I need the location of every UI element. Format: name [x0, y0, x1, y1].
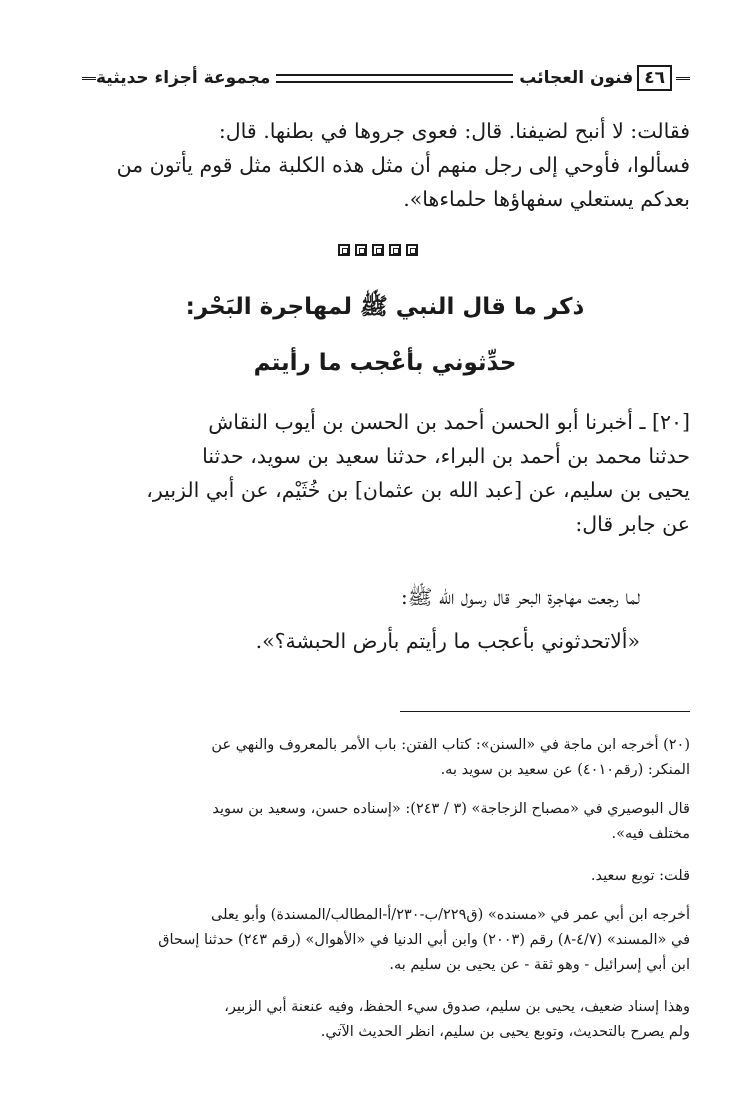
- divider-square-icon: [338, 244, 350, 256]
- footnote-line: مختلف فيه».: [611, 826, 690, 842]
- footnote-line: ولم يصرح بالتحديث، وتوبع يحيى بن سليم، انظر الحديث الآتي.: [320, 1024, 690, 1040]
- divider-square-icon: [355, 244, 367, 256]
- text-line: عن جابر قال:: [575, 512, 690, 536]
- divider-square-icon: [372, 244, 384, 256]
- text-line: لما رجعت مهاجرة البحر قال رسول الله ﷺ:: [400, 585, 640, 609]
- text-line: بعدكم يستعلي سفهاؤها حلماءها».: [403, 187, 690, 211]
- header-rule-middle: [276, 74, 513, 83]
- text-line: «ألاتحدثوني بأعجب ما رأيتم بأرض الحبشة؟».: [255, 629, 640, 653]
- text-line: [٢٠] ـ أخبرنا أبو الحسن أحمد بن الحسن بن أيوب النقاش: [208, 410, 690, 434]
- footnote-line: المنكر: (رقم٤٠١٠) عن سعيد بن سويد به.: [440, 762, 690, 778]
- footnote-line: في «المسند» (٤/٧-٨) رقم (٢٠٠٣) وابن أبي الدنيا في «الأهوال» (رقم ٢٤٣) حدثنا إسحاق: [158, 932, 690, 948]
- page-number: ٤٦: [637, 65, 672, 91]
- footnote-line: (٢٠) أخرجه ابن ماجة في «السنن»: كتاب الفتن: باب الأمر بالمعروف والنهي عن: [211, 737, 690, 753]
- footnote: [80, 733, 690, 783]
- opening-paragraph: [80, 114, 690, 216]
- footnote-separator: [400, 711, 690, 712]
- section-heading-line-1: ذكر ما قال النبي ﷺ لمهاجرة البَحْر:: [185, 294, 585, 320]
- running-header: [82, 64, 690, 92]
- section-heading-line-2: حدِّثوني بأعْجب ما رأيتم: [253, 350, 517, 376]
- text-line: حدثنا محمد بن أحمد بن البراء، حدثنا سعيد بن سويد، حدثنا: [202, 444, 690, 468]
- footnote: [80, 995, 690, 1045]
- text-line: فسألوا، فأوحي إلى رجل منهم أن مثل هذه الكلبة مثل قوم يأتون من: [116, 153, 690, 177]
- footnote: [80, 797, 690, 847]
- text-line: يحيى بن سليم، عن [عبد الله بن عثمان] بن خُثَيْم، عن أبي الزبير،: [146, 478, 690, 502]
- header-rule-left: [82, 77, 96, 80]
- footnote-line: أخرجه ابن أبي عمر في «مسنده» (ق٢٢٩/ب-٢٣٠/أ-المطالب/المسندة) وأبو يعلى: [210, 907, 690, 923]
- header-rule-right: [676, 77, 690, 80]
- section-divider: [0, 244, 756, 256]
- isnad-paragraph: [80, 405, 690, 541]
- divider-square-icon: [389, 244, 401, 256]
- divider-square-icon: [406, 244, 418, 256]
- matn-block: [80, 580, 640, 658]
- footnote-line: ابن أبي إسرائيل - وهو ثقة - عن يحيى بن سليم به.: [389, 957, 690, 973]
- book-title: فنون العجائب: [519, 68, 634, 88]
- footnote-line: قلت: توبع سعيد.: [590, 868, 690, 884]
- footnote-line: وهذا إسناد ضعيف، يحيى بن سليم، صدوق سيء الحفظ، وفيه عنعنة أبي الزبير،: [224, 999, 690, 1015]
- series-title: مجموعة أجزاء حديثية: [96, 68, 271, 88]
- footnote-line: قال البوصيري في «مصباح الزجاجة» (٣ / ٢٤٣): «إسناده حسن، وسعيد بن سويد: [212, 801, 690, 817]
- footnote: [80, 903, 690, 978]
- text-line: فقالت: لا أنبح لضيفنا. قال: فعوى جروها في بطنها. قال:: [218, 119, 690, 143]
- footnote: [80, 864, 690, 889]
